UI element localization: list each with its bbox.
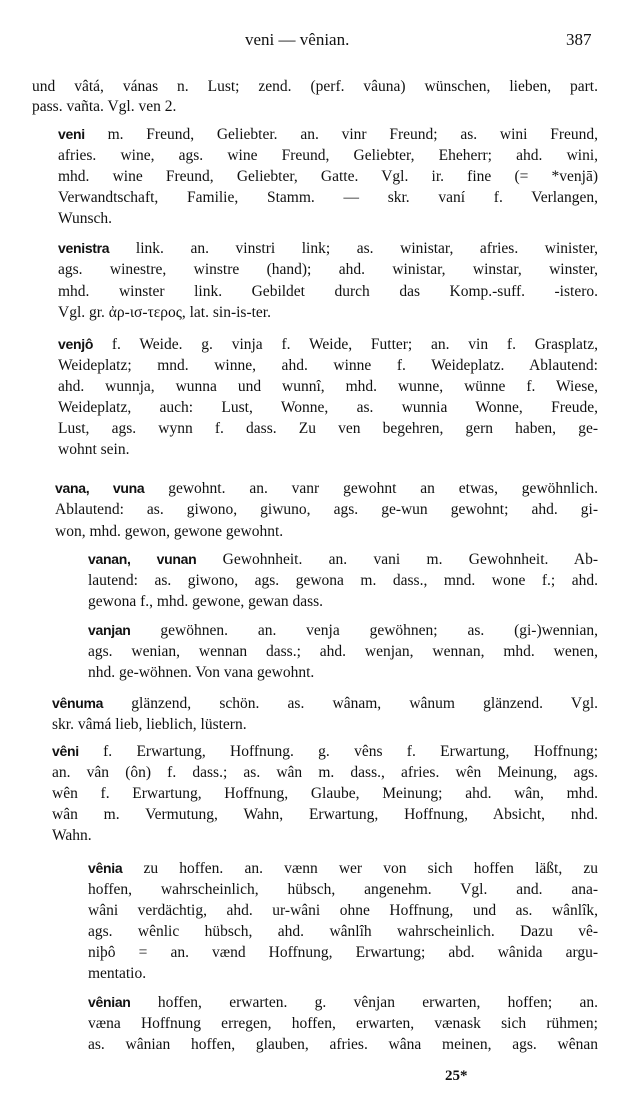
line-text: Ablautend: as. giwono, giwuno, ags. ge-wun gewohnt; ahd. gi- [55, 501, 598, 519]
text-line [58, 439, 598, 460]
text-line [58, 334, 598, 355]
text-line [88, 591, 598, 612]
entry-intro [32, 77, 598, 117]
entry-venian [88, 992, 598, 1055]
entry-vana [55, 478, 598, 542]
line-text: as. wânian hoffen, glauben, afries. wâna meinen, ags. wênan [88, 1036, 598, 1053]
text-line [88, 963, 598, 984]
line-text: Weideplatz, auch: Lust, Wonne, as. wunnia Wonne, Freude, [58, 399, 598, 416]
entry-venuma [52, 693, 598, 735]
line-text: mhd. wine Freund, Geliebter, Gatte. Vgl. ir. fine (= *venjā) [58, 168, 598, 185]
line-text: mentatio. [88, 965, 147, 982]
entry-venistra [58, 238, 598, 323]
headword: venistra [58, 240, 110, 256]
line-text: gewohnt. an. vanr gewohnt an etwas, gewöhnlich. [144, 480, 599, 497]
text-line [58, 281, 598, 302]
line-text: f. Erwartung, Hoffnung. g. vêns f. Erwartung, Hoffnung; [78, 743, 598, 760]
text-line [58, 355, 598, 376]
line-text: ahd. wunnja, wunna und wunnî, mhd. wunne, wünne f. Wiese, [58, 378, 598, 395]
text-line [88, 570, 598, 591]
text-line [88, 992, 598, 1013]
text-line [88, 662, 598, 683]
headword: vana, vuna [55, 480, 145, 496]
text-line [88, 620, 598, 641]
text-line [52, 783, 598, 804]
entry-venia [88, 858, 598, 984]
text-line [55, 521, 598, 542]
line-text: an. vân (ôn) f. dass.; as. wân m. dass., afries. wên Meinung, ags. [52, 764, 598, 781]
entry-vanjan [88, 620, 598, 683]
line-text: afries. wine, ags. wine Freund, Geliebter, Eheherr; ahd. wini, [58, 147, 598, 164]
line-text: gewona f., mhd. gewone, gewan dass. [88, 593, 324, 610]
text-line [58, 145, 598, 166]
text-line [88, 1013, 598, 1034]
text-line [88, 549, 598, 570]
line-text: wâni verdächtig, ahd. ur-wâni ohne Hoffnung, und as. wânlîk, [88, 902, 598, 919]
line-text: hoffen, erwarten. g. vênjan erwarten, hoffen; an. [130, 994, 598, 1011]
text-line [52, 804, 598, 825]
line-text: wên f. Erwartung, Hoffnung, Glaube, Meinung; ahd. wân, mhd. [52, 785, 598, 802]
line-text: Vgl. gr. ἀρ-ισ-τερος, lat. sin-is-ter. [58, 303, 271, 321]
line-text: glänzend, schön. as. wânam, wânum glänzend. Vgl. [103, 695, 598, 712]
line-text: gewöhnen. an. venja gewöhnen; as. (gi-)wennian, [130, 622, 598, 639]
line-text: wân m. Vermutung, Wahn, Erwartung, Hoffnung, Absicht, nhd. [52, 806, 598, 823]
headword: venjô [58, 336, 94, 352]
entry-vanan [88, 549, 598, 612]
line-text: hoffen, wahrscheinlich, hübsch, angenehm. Vgl. and. ana- [88, 881, 598, 898]
line-text: mhd. winster link. Gebildet durch das Komp.-suff. -istero. [58, 282, 598, 300]
headword: veni [58, 126, 85, 142]
text-line [52, 741, 598, 762]
line-text: Wunsch. [58, 210, 113, 227]
text-line [88, 879, 598, 900]
line-text: Weideplatz; mnd. winne, ahd. winne f. Weideplatz. Ablautend: [58, 357, 598, 374]
line-text: lautend: as. giwono, ags. gewona m. dass., mnd. wone f.; ahd. [88, 572, 598, 589]
headword: vênia [88, 860, 123, 876]
text-line [58, 376, 598, 397]
text-line [52, 762, 598, 783]
entry-venjo [58, 334, 598, 460]
entry-veni [58, 124, 598, 229]
line-text: ags. winestre, winstre (hand); ahd. winistar, winstar, winster, [58, 261, 598, 279]
text-line [88, 921, 598, 942]
line-text: m. Freund, Geliebter. an. vinr Freund; as. wini Freund, [84, 126, 598, 143]
text-line [58, 124, 598, 145]
line-text: pass. vañta. Vgl. ven 2. [32, 98, 177, 115]
line-text: ags. wenian, wennan dass.; ahd. wenjan, wennan, mhd. wenen, [88, 643, 598, 660]
text-line [58, 166, 598, 187]
line-text: zu hoffen. an. vænn wer von sich hoffen läßt, zu [122, 860, 598, 877]
text-line [58, 187, 598, 208]
text-line [58, 302, 598, 323]
text-line [52, 693, 598, 714]
line-text: nhd. ge-wöhnen. Von vana gewohnt. [88, 664, 315, 681]
line-text: niþô = an. vænd Hoffnung, Erwartung; abd. wânida argu- [88, 944, 598, 961]
text-line [55, 478, 598, 499]
line-text: Gewohnheit. an. vani m. Gewohnheit. Ab- [196, 551, 599, 568]
line-text: ags. wênlic hübsch, ahd. wânlîh wahrscheinlich. Dazu vê- [88, 923, 598, 940]
text-line [88, 942, 598, 963]
entry-veni2 [52, 741, 598, 846]
headword: vênian [88, 994, 131, 1010]
text-line [52, 714, 598, 735]
text-line [32, 97, 598, 117]
line-text: won, mhd. gewon, gewone gewohnt. [55, 522, 284, 540]
line-text: Lust, ags. wynn f. dass. Zu ven begehren, gern haben, ge- [58, 420, 598, 437]
text-line [58, 238, 598, 259]
page-number: 387 [566, 30, 592, 49]
text-line [88, 641, 598, 662]
text-line [88, 858, 598, 879]
line-text: skr. vâmá lieb, lieblich, lüstern. [52, 716, 247, 733]
text-line [58, 418, 598, 439]
text-line [52, 825, 598, 846]
text-line [58, 397, 598, 418]
text-line [32, 77, 598, 97]
headword: vênuma [52, 695, 104, 711]
line-text: f. Weide. g. vinja f. Weide, Futter; an. vin f. Grasplatz, [93, 336, 598, 353]
line-text: link. an. vinstri link; as. winistar, afries. winister, [109, 240, 598, 257]
line-text: Verwandtschaft, Familie, Stamm. — skr. vaní f. Verlangen, [58, 189, 598, 206]
headword: vanan, vunan [88, 551, 197, 567]
text-line [88, 1034, 598, 1055]
line-text: Wahn. [52, 827, 92, 844]
running-head: veni — vênian. [245, 30, 350, 49]
signature-mark: 25* [445, 1068, 468, 1084]
headword: vanjan [88, 622, 131, 638]
headword: vêni [52, 743, 79, 759]
text-line [88, 900, 598, 921]
text-line [58, 208, 598, 229]
text-line [58, 259, 598, 280]
line-text: wohnt sein. [58, 441, 130, 458]
line-text: væna Hoffnung erregen, hoffen, erwarten, vænask sich rühmen; [88, 1015, 598, 1032]
line-text: und vâtá, vánas n. Lust; zend. (perf. vâuna) wünschen, lieben, part. [32, 78, 598, 95]
text-line [55, 499, 598, 520]
